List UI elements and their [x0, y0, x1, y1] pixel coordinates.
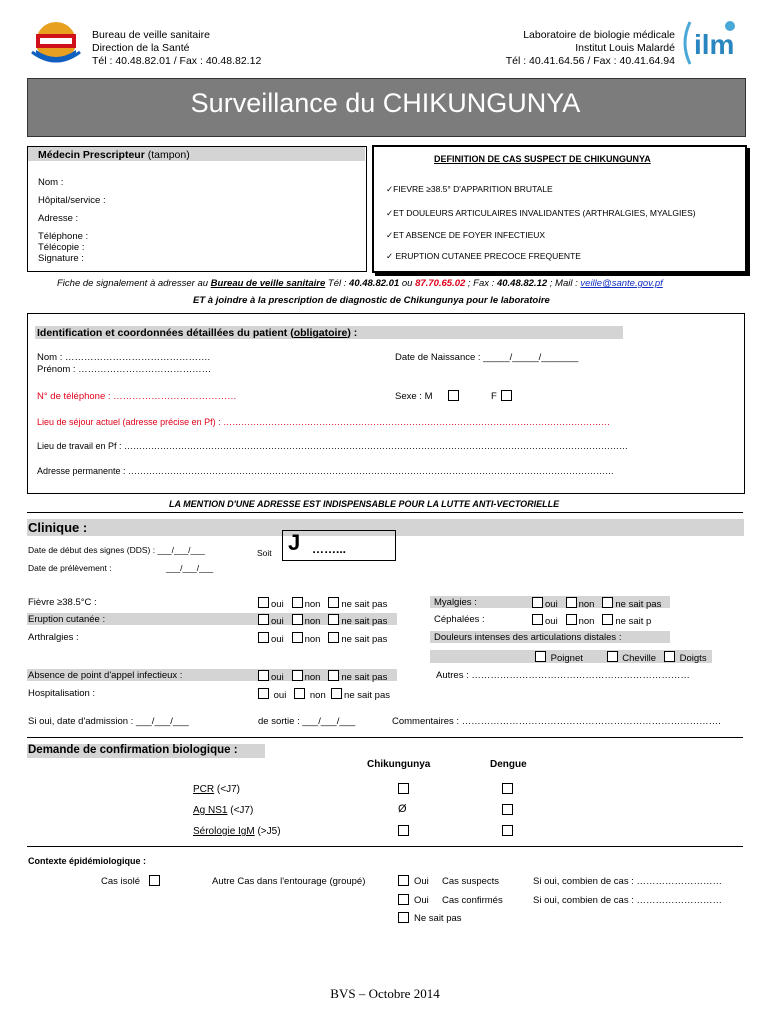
serologie-chik-checkbox[interactable] [398, 825, 409, 836]
symptom-douleurs: Douleurs intenses des articulations distales : [434, 632, 622, 643]
nsp-label: Ne sait pas [414, 913, 462, 924]
ilm-logo [680, 18, 742, 68]
arthralgies-options: oui non ne sait pas [258, 632, 387, 645]
prescriber-signature: Signature : [38, 253, 84, 264]
suspects-combien: Si oui, combien de cas : ……………………… [533, 876, 722, 887]
header-right-1: Laboratoire de biologie médicale [523, 29, 675, 41]
nsp-checkbox[interactable] [398, 912, 409, 923]
patient-heading: Identification et coordonnées détaillées du patient (obligatoire) : [37, 327, 358, 339]
patient-prenom: Prénom : …………………………………… [37, 364, 212, 375]
absence-non-checkbox[interactable] [292, 670, 303, 681]
bio-col-chik: Chikungunya [367, 759, 431, 770]
cephalees-options: oui non ne sait p [532, 614, 651, 627]
footer: BVS – Octobre 2014 [330, 986, 440, 1001]
header-left-3: Tél : 40.48.82.01 / Fax : 40.48.82.12 [92, 55, 262, 67]
eruption-non-checkbox[interactable] [292, 614, 303, 625]
prescriber-telephone: Téléphone : [38, 231, 89, 242]
definition-item-3: ✓ET ABSENCE DE FOYER INFECTIEUX [386, 230, 546, 240]
fievre-non-checkbox[interactable] [292, 597, 303, 608]
arthralgies-nsp-checkbox[interactable] [328, 632, 339, 643]
cephalees-nsp-checkbox[interactable] [602, 614, 613, 625]
pcr-chik-checkbox[interactable] [398, 783, 409, 794]
douleurs-options: Poignet Cheville Doigts [535, 651, 707, 664]
patient-phone: N° de téléphone : ………………………………… [37, 391, 237, 402]
definition-item-1: ✓FIEVRE ≥38.5° D'APPARITION BRUTALE [386, 184, 553, 194]
doigts-checkbox[interactable] [664, 651, 675, 662]
header-right-2: Institut Louis Malardé [575, 42, 675, 54]
fievre-options: oui non ne sait pas [258, 597, 387, 610]
absence-options: oui non ne sait pas [258, 670, 387, 683]
fievre-oui-checkbox[interactable] [258, 597, 269, 608]
myalgies-oui-checkbox[interactable] [532, 597, 543, 608]
suspects-label: Cas suspects [442, 876, 500, 887]
definition-item-4: ✓ ERUPTION CUTANEE PRECOCE FREQUENTE [386, 251, 581, 261]
prescriber-heading: Médecin Prescripteur (tampon) [38, 149, 190, 161]
prescriber-telecopie: Télécopie : [38, 242, 85, 253]
patient-travail: Lieu de travail en Pf : …………………………………………………………………………………………………………………………………………………… [37, 441, 629, 451]
mail-link[interactable]: veille@sante.gov.pf [580, 278, 663, 289]
contexte-isole: Cas isolé [101, 876, 141, 887]
clinique-debut: Date de début des signes (DDS) : ___/___/___ [28, 545, 205, 555]
header-left-1: Bureau de veille sanitaire [92, 29, 210, 41]
eruption-nsp-checkbox[interactable] [328, 614, 339, 625]
notice-line-1: Fiche de signalement à adresser au Bureau de veille sanitaire Tél : 40.48.82.01 ou 87.70.65.02 ; Fax : 40.48.82.12 ; Mail : veille@sante.gov.pf [57, 278, 663, 289]
absence-nsp-checkbox[interactable] [328, 670, 339, 681]
patient-f: F [491, 391, 497, 402]
symptom-autres: Autres : …………………………………………………………… [436, 670, 690, 681]
j-label: J [288, 530, 301, 555]
bio-row-pcr: PCR (<J7) [193, 784, 240, 795]
admission-date: Si oui, date d'admission : ___/___/___ [28, 716, 189, 727]
notice-line-2: ET à joindre à la prescription de diagnostic de Chikungunya pour le laboratoire [193, 295, 550, 306]
j-dots: ……... [312, 542, 347, 556]
definition-item-2: ✓ET DOULEURS ARTICULAIRES INVALIDANTES (ARTHRALGIES, MYALGIES) [386, 208, 696, 218]
polynesia-logo [28, 20, 84, 68]
ns1-dengue-checkbox[interactable] [502, 804, 513, 815]
bio-col-dengue: Dengue [490, 759, 527, 770]
cephalees-oui-checkbox[interactable] [532, 614, 543, 625]
cephalees-non-checkbox[interactable] [566, 614, 577, 625]
myalgies-options: oui non ne sait pas [532, 597, 661, 610]
clinique-heading: Clinique : [28, 520, 88, 535]
symptom-arthralgies: Arthralgies : [28, 632, 79, 643]
eruption-oui-checkbox[interactable] [258, 614, 269, 625]
hosp-nsp-checkbox[interactable] [331, 688, 342, 699]
symptom-myalgies: Myalgies : [434, 597, 477, 608]
patient-nom: Nom : ………………………………………. [37, 352, 211, 363]
clinique-soit: Soit [257, 548, 272, 558]
ns1-chik-mark[interactable]: Ø [398, 803, 407, 815]
patient-sexe: Sexe : M [395, 391, 433, 402]
cas-isole-checkbox[interactable] [149, 875, 160, 886]
eruption-options: oui non ne sait pas [258, 614, 387, 627]
sexe-m-checkbox[interactable] [448, 390, 459, 401]
contexte-autre: Autre Cas dans l'entourage (groupé) [212, 876, 366, 887]
cheville-checkbox[interactable] [607, 651, 618, 662]
header-right-3: Tél : 40.41.64.56 / Fax : 40.41.64.94 [505, 55, 675, 67]
fievre-nsp-checkbox[interactable] [328, 597, 339, 608]
pcr-dengue-checkbox[interactable] [502, 783, 513, 794]
hosp-non-checkbox[interactable] [294, 688, 305, 699]
page-title: Surveillance du CHIKUNGUNYA [190, 88, 581, 118]
hosp-oui-checkbox[interactable] [258, 688, 269, 699]
symptom-absence: Absence de point d'appel infectieux : [28, 670, 183, 681]
ilm-logo-text: ilm [694, 29, 735, 60]
poignet-checkbox[interactable] [535, 651, 546, 662]
arthralgies-oui-checkbox[interactable] [258, 632, 269, 643]
bio-row-serologie: Sérologie IgM (>J5) [193, 826, 281, 837]
sortie-date: de sortie : ___/___/___ [258, 716, 356, 727]
absence-oui-checkbox[interactable] [258, 670, 269, 681]
commentaires: Commentaires : ………………………………………………………………………. [392, 716, 721, 727]
bio-row-ns1: Ag NS1 (<J7) [193, 805, 254, 816]
arthralgies-non-checkbox[interactable] [292, 632, 303, 643]
hospitalisation-options: oui non ne sait pas [258, 688, 390, 701]
patient-adresse: Adresse permanente : ……………………………………………………………………………………………………………………………………………… [37, 466, 615, 476]
patient-mention: LA MENTION D'UNE ADRESSE EST INDISPENSABLE POUR LA LUTTE ANTI-VECTORIELLE [169, 499, 560, 509]
contexte-heading: Contexte épidémiologique : [28, 856, 147, 866]
confirmes-oui-label: Oui [414, 895, 429, 906]
myalgies-nsp-checkbox[interactable] [602, 597, 613, 608]
confirmes-combien: Si oui, combien de cas : ……………………… [533, 895, 722, 906]
symptom-fievre: Fièvre ≥38.5°C : [28, 597, 97, 608]
header-left-2: Direction de la Santé [92, 42, 190, 54]
sexe-f-checkbox[interactable] [501, 390, 512, 401]
serologie-dengue-checkbox[interactable] [502, 825, 513, 836]
bio-heading: Demande de confirmation biologique : [28, 744, 238, 756]
symptom-hospitalisation: Hospitalisation : [28, 688, 96, 699]
prescriber-nom: Nom : [38, 177, 64, 188]
clinique-prelev-val: ___/___/___ [166, 563, 214, 573]
confirmes-label: Cas confirmés [442, 895, 503, 906]
prescriber-adresse: Adresse : [38, 213, 79, 224]
suspects-oui-checkbox[interactable] [398, 875, 409, 886]
definition-heading: DEFINITION DE CAS SUSPECT DE CHIKUNGUNYA [434, 154, 651, 164]
clinique-prelev-label: Date de prélèvement : [28, 563, 112, 573]
symptom-eruption: Eruption cutanée : [28, 614, 106, 625]
confirmes-oui-checkbox[interactable] [398, 894, 409, 905]
symptom-cephalees: Céphalées : [434, 614, 485, 625]
suspects-oui-label: Oui [414, 876, 429, 887]
myalgies-non-checkbox[interactable] [566, 597, 577, 608]
prescriber-hopital: Hôpital/service : [38, 195, 106, 206]
patient-sejour: Lieu de séjour actuel (adresse précise en Pf) : ………………………………………………………………………………………………………………… [37, 417, 611, 427]
patient-dob: Date de Naissance : _____/_____/_______ [395, 352, 579, 363]
